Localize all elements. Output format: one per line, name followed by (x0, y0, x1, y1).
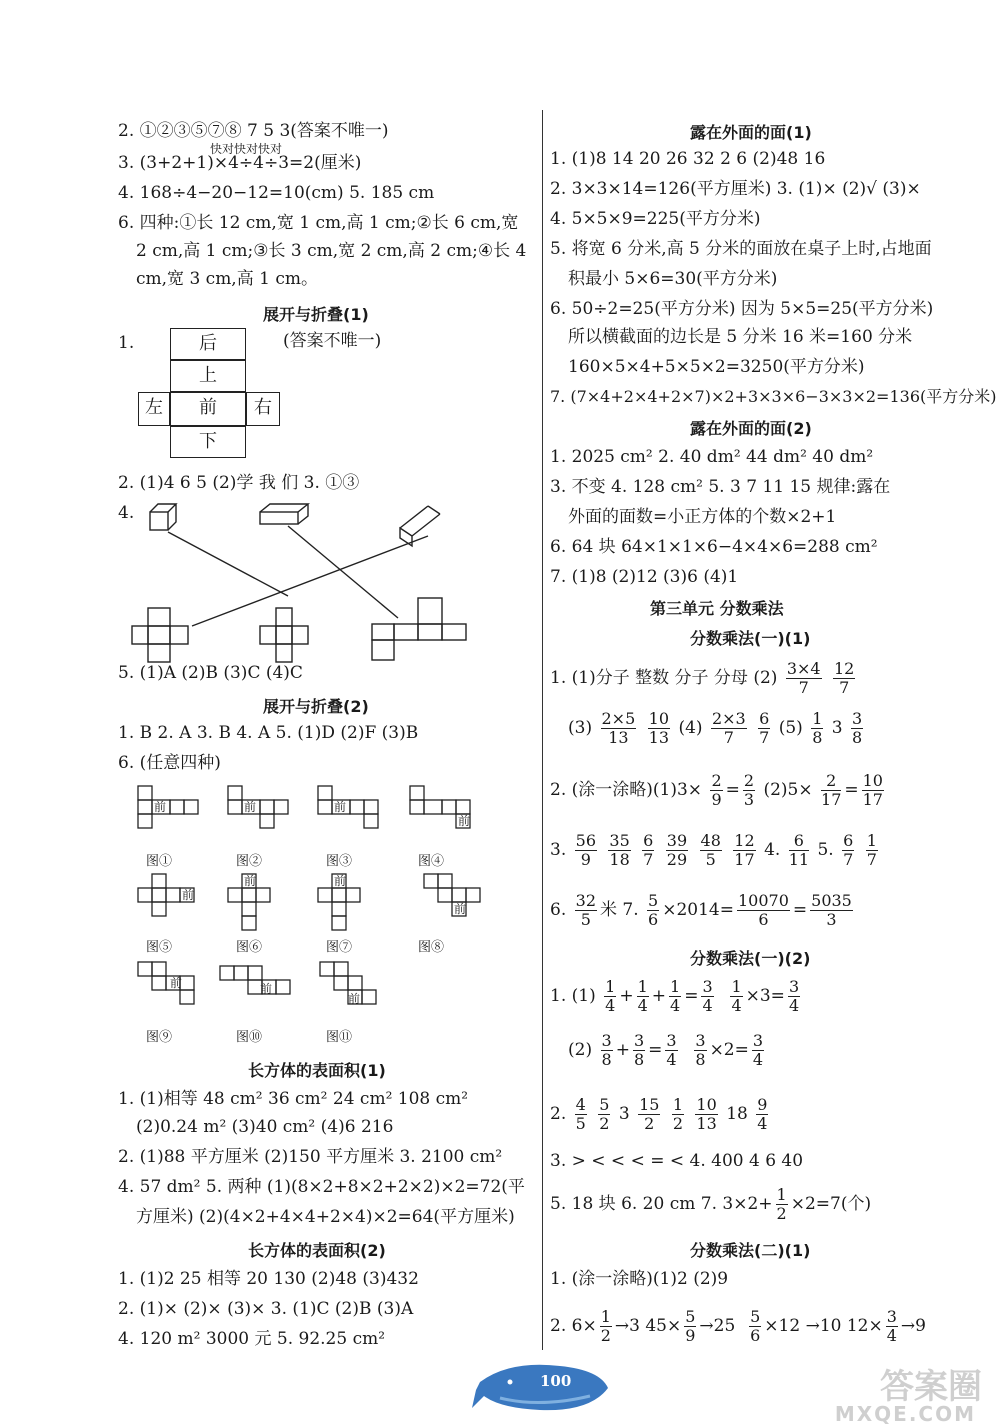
fraction-line: (3) $\frac{2\times 5}{13}$ $\frac{10}{13}$ (4) $\frac{2\times 3}{7}$ $\frac{6}{7}$ (5) $\frac{1}{8}$ 3 $\frac{3}{8}$ (568, 709, 863, 747)
page-number: 100 (540, 1372, 572, 1390)
answer-line: 4. 168÷4−20−12=10(cm) 5. 185 cm (118, 183, 435, 203)
answer-line: 1. (1)2 25 相等 20 130 (2)48 (3)432 (118, 1269, 419, 1289)
section-heading: 分数乘法(二)(1) (690, 1241, 811, 1260)
net-face-right: 右 (246, 392, 280, 426)
watermark-logo: 答案圈 (880, 1367, 982, 1407)
section-heading: 长方体的表面积(2) (248, 1241, 386, 1260)
figure-label: 图⑨ (146, 1030, 173, 1045)
front-label: 前 (458, 814, 471, 828)
section-heading: 展开与折叠(2) (263, 697, 369, 716)
figure-label: 图④ (418, 854, 445, 869)
front-label: 前 (334, 874, 347, 888)
answer-line: 2. (1)× (2)× (3)× 3. (1)C (2)B (3)A (118, 1299, 414, 1319)
matching-diagram (128, 498, 488, 666)
note: (答案不唯一) (283, 331, 382, 351)
answer-line: 4. 57 dm² 5. 两种 (1)(8×2+8×2+2×2)×2=72(平 (118, 1177, 525, 1197)
front-label: 前 (348, 992, 361, 1006)
answer-line: 1. (1)8 14 20 26 32 2 6 (2)48 16 (550, 149, 826, 169)
section-heading: 分数乘法(一)(1) (690, 629, 811, 648)
section-heading: 长方体的表面积(1) (248, 1061, 386, 1080)
answer-line: 160×5×4+5×5×2=3250(平方分米) (568, 357, 865, 377)
question-number: 4. (118, 503, 135, 523)
answer-line: 7. (1)8 (2)12 (3)6 (4)1 (550, 567, 739, 587)
figure-label: 图① (146, 854, 173, 869)
answer-line: 所以横截面的边长是 5 分米 16 米=160 分米 (568, 327, 913, 347)
fraction-line: 2. $\frac{4}{5}$ $\frac{5}{2}$ 3 $\frac{15}{2}$ $\frac{1}{2}$ $\frac{10}{13}$ 18 $\frac{9}{4}$ (550, 1095, 768, 1133)
watermark-url: MXQE.COM (834, 1402, 976, 1426)
front-label: 前 (182, 888, 195, 902)
fraction-line: 1. (1)分子 整数 分子 分母 (2) $\frac{3\times 4}{7}$ $\frac{12}{7}$ (550, 659, 855, 697)
answer-line: 1. (1)相等 48 cm² 36 cm² 24 cm² 108 cm² (118, 1089, 469, 1109)
answer-line: 方厘米) (2)(4×2+4×4+2×4)×2=64(平方厘米) (136, 1207, 515, 1227)
answer-line: 6. 四种:①长 12 cm,宽 1 cm,高 1 cm;②长 6 cm,宽 (118, 213, 519, 233)
front-label: 前 (154, 800, 167, 814)
net-face-left: 左 (138, 392, 170, 426)
answer-line: 4. 120 m² 3000 元 5. 92.25 cm² (118, 1329, 386, 1349)
answer-line: cm,宽 3 cm,高 1 cm。 (136, 269, 318, 289)
figure-label: 图② (236, 854, 263, 869)
answer-line: 3. 不变 4. 128 cm² 5. 3 7 11 15 规律:露在 (550, 477, 891, 497)
figure-label: 图⑩ (236, 1030, 263, 1045)
answer-line: 2. ①②③⑤⑦⑧ 7 5 3(答案不唯一) (118, 121, 389, 141)
answer-line: 2. (1)88 平方厘米 (2)150 平方厘米 3. 2100 cm² (118, 1147, 503, 1167)
front-label: 前 (334, 800, 347, 814)
figure-label: 图⑦ (326, 940, 353, 955)
answer-line: 7. (7×4+2×4+2×7)×2+3×3×6−3×3×2=136(平方分米) (550, 387, 997, 406)
answer-line: 3. (3+2+1)×4÷4÷3=2(厘米) (118, 153, 362, 173)
front-label: 前 (244, 874, 257, 888)
net-face-front: 前 (170, 392, 246, 426)
figure-label: 图⑥ (236, 940, 263, 955)
figure-label: 图⑤ (146, 940, 173, 955)
answer-line: 1. (涂一涂略)(1)2 (2)9 (550, 1269, 729, 1289)
figure-label: 图⑪ (326, 1030, 353, 1045)
front-label: 前 (244, 800, 257, 814)
fraction-line: 2. (涂一涂略)(1)3× $\frac{2}{9}$ = $\frac{2}{3}$ (2)5× $\frac{2}{17}$ = $\frac{10}{17}$ (550, 771, 883, 809)
handwritten-note: 快对快对快对 (210, 142, 283, 156)
front-label: 前 (170, 976, 183, 990)
answer-line: 4. 5×5×9=225(平方分米) (550, 209, 761, 229)
unit-heading: 第三单元 分数乘法 (650, 599, 784, 618)
question-number: 1. (118, 333, 135, 353)
section-heading: 露在外面的面(1) (690, 123, 812, 142)
answer-line: 6. (任意四种) (118, 753, 221, 773)
answer-line: 6. 64 块 64×1×1×6−4×4×6=288 cm² (550, 537, 878, 557)
answer-line: 2 cm,高 1 cm;③长 3 cm,宽 2 cm,高 2 cm;④长 4 (136, 241, 527, 261)
answer-line: 积最小 5×6=30(平方分米) (568, 269, 778, 289)
figure-label: 图⑧ (418, 940, 445, 955)
answer-line: 外面的面数=小正方体的个数×2+1 (568, 507, 837, 527)
column-divider (542, 110, 543, 1350)
fraction-line: 6. $\frac{32}{5}$ 米 7. $\frac{5}{6}$ ×2014= $\frac{10070}{6}$ = $\frac{5035}{3}$ (550, 891, 852, 929)
front-label: 前 (454, 902, 467, 916)
fraction-line: 3. $\frac{56}{9}$ $\frac{35}{18}$ $\frac{6}{7}$ $\frac{39}{29}$ $\frac{48}{5}$ $\frac{12}{17}$ 4. $\frac{6}{11}$ 5. $\frac{6}{7}$ $\frac{1}{7}$ (550, 831, 877, 869)
figure-label: 图③ (326, 854, 353, 869)
answer-line: 6. 50÷2=25(平方分米) 因为 5×5=25(平方分米) (550, 299, 934, 319)
section-heading: 分数乘法(一)(2) (690, 949, 811, 968)
answer-line: 2. 3×3×14=126(平方厘米) 3. (1)× (2)√ (3)× (550, 179, 921, 199)
section-heading: 展开与折叠(1) (263, 305, 369, 324)
section-heading: 露在外面的面(2) (690, 419, 812, 438)
net-face-bottom: 下 (170, 426, 246, 458)
answer-line: 1. B 2. A 3. B 4. A 5. (1)D (2)F (3)B (118, 723, 419, 743)
net-face-back: 后 (170, 328, 246, 360)
fraction-line: (2) $\frac{3}{8}$ + $\frac{3}{8}$ = $\frac{3}{4}$ $\frac{3}{8}$ ×2= $\frac{3}{4}$ (568, 1031, 764, 1069)
answer-line: (2)0.24 m² (3)40 cm² (4)6 216 (136, 1117, 394, 1137)
fraction-line: 2. 6× $\frac{1}{2}$ →3 45× $\frac{5}{9}$ →25 $\frac{5}{6}$ ×12 →10 12× $\frac{3}{4}$ →9 (550, 1307, 926, 1345)
fraction-line: 1. (1) $\frac{1}{4}$ + $\frac{1}{4}$ + $\frac{1}{4}$ = $\frac{3}{4}$ $\frac{1}{4}$ ×3= $\frac{3}{4}$ (550, 977, 800, 1015)
answer-line: 5. 将宽 6 分米,高 5 分米的面放在桌子上时,占地面 (550, 239, 932, 259)
front-label: 前 (260, 982, 273, 996)
answer-line: 5. (1)A (2)B (3)C (4)C (118, 663, 303, 683)
net-face-top: 上 (170, 360, 246, 392)
answer-line: 1. 2025 cm² 2. 40 dm² 44 dm² 40 dm² (550, 447, 874, 467)
answer-line: 3. > < < < = < 4. 400 4 6 40 (550, 1151, 804, 1171)
answer-line: 2. (1)4 6 5 (2)学 我 们 3. ①③ (118, 473, 360, 493)
fraction-line: 5. 18 块 6. 20 cm 7. 3×2+ $\frac{1}{2}$ ×2=7(个) (550, 1185, 872, 1223)
